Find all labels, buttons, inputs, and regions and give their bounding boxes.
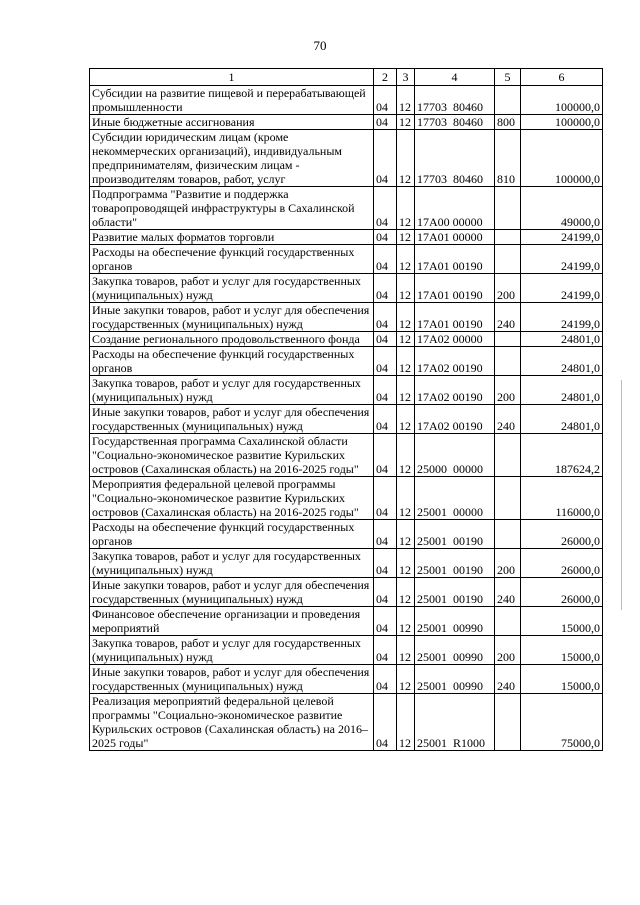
subsection-code-cell: 12 bbox=[397, 477, 415, 520]
table-row bbox=[90, 245, 603, 274]
scan-margin-line bbox=[621, 380, 622, 610]
row-name-cell: Закупка товаров, работ и услуг для государственных (муниципальных) нужд bbox=[90, 274, 374, 303]
amount-cell: 24199,0 bbox=[521, 303, 603, 332]
row-name-cell: Расходы на обеспечение функций государственных органов bbox=[90, 245, 374, 274]
subsection-code-cell: 12 bbox=[397, 245, 415, 274]
row-name-cell: Реализация мероприятий федеральной целевой программы "Социально-экономическое развитие Курильских островов (Сахалинская область) на 2016–2025 годы" bbox=[90, 694, 374, 751]
target-article-cell: 17А01 00000 bbox=[415, 230, 495, 245]
header-row bbox=[90, 69, 603, 86]
table-row bbox=[90, 274, 603, 303]
row-name-cell: Мероприятия федеральной целевой программы "Социально-экономическое развитие Курильских островов (Сахалинская область) на 2016-2025 годы" bbox=[90, 477, 374, 520]
amount-cell: 24801,0 bbox=[521, 332, 603, 347]
row-name-cell: Иные закупки товаров, работ и услуг для обеспечения государственных (муниципальных) нужд bbox=[90, 405, 374, 434]
subsection-code-cell: 12 bbox=[397, 434, 415, 477]
section-code-cell: 04 bbox=[374, 636, 397, 665]
table-row bbox=[90, 130, 603, 187]
section-code-cell: 04 bbox=[374, 245, 397, 274]
target-article-cell: 17А02 00190 bbox=[415, 347, 495, 376]
amount-cell: 24199,0 bbox=[521, 230, 603, 245]
amount-cell: 100000,0 bbox=[521, 115, 603, 130]
subsection-code-cell: 12 bbox=[397, 694, 415, 751]
target-article-cell: 17А02 00190 bbox=[415, 405, 495, 434]
amount-cell: 24801,0 bbox=[521, 376, 603, 405]
amount-cell: 100000,0 bbox=[521, 130, 603, 187]
section-code-cell: 04 bbox=[374, 115, 397, 130]
amount-cell: 75000,0 bbox=[521, 694, 603, 751]
amount-cell: 26000,0 bbox=[521, 578, 603, 607]
target-article-cell: 17703 80460 bbox=[415, 130, 495, 187]
table-row bbox=[90, 520, 603, 549]
target-article-cell: 17А01 00190 bbox=[415, 245, 495, 274]
section-code-cell: 04 bbox=[374, 187, 397, 230]
expense-type-cell bbox=[495, 520, 521, 549]
subsection-code-cell: 12 bbox=[397, 274, 415, 303]
section-code-cell: 04 bbox=[374, 578, 397, 607]
amount-cell: 24199,0 bbox=[521, 245, 603, 274]
expense-type-cell bbox=[495, 694, 521, 751]
expense-type-cell: 200 bbox=[495, 636, 521, 665]
column-header-4: 4 bbox=[415, 69, 495, 86]
row-name-cell: Иные закупки товаров, работ и услуг для обеспечения государственных (муниципальных) нужд bbox=[90, 665, 374, 694]
amount-cell: 15000,0 bbox=[521, 636, 603, 665]
table-row bbox=[90, 332, 603, 347]
expense-type-cell bbox=[495, 245, 521, 274]
section-code-cell: 04 bbox=[374, 405, 397, 434]
section-code-cell: 04 bbox=[374, 607, 397, 636]
section-code-cell: 04 bbox=[374, 347, 397, 376]
amount-cell: 15000,0 bbox=[521, 607, 603, 636]
section-code-cell: 04 bbox=[374, 130, 397, 187]
table-row bbox=[90, 86, 603, 115]
table-row bbox=[90, 578, 603, 607]
row-name-cell: Расходы на обеспечение функций государственных органов bbox=[90, 520, 374, 549]
amount-cell: 15000,0 bbox=[521, 665, 603, 694]
column-header-1: 1 bbox=[90, 69, 374, 86]
target-article-cell: 25001 R1000 bbox=[415, 694, 495, 751]
expense-type-cell: 200 bbox=[495, 274, 521, 303]
row-name-cell: Закупка товаров, работ и услуг для государственных (муниципальных) нужд bbox=[90, 549, 374, 578]
expense-type-cell bbox=[495, 607, 521, 636]
expense-type-cell: 800 bbox=[495, 115, 521, 130]
table-row bbox=[90, 230, 603, 245]
section-code-cell: 04 bbox=[374, 376, 397, 405]
row-name-cell: Расходы на обеспечение функций государственных органов bbox=[90, 347, 374, 376]
subsection-code-cell: 12 bbox=[397, 549, 415, 578]
amount-cell: 26000,0 bbox=[521, 549, 603, 578]
target-article-cell: 25001 00990 bbox=[415, 636, 495, 665]
row-name-cell: Иные закупки товаров, работ и услуг для обеспечения государственных (муниципальных) нужд bbox=[90, 578, 374, 607]
expense-type-cell bbox=[495, 434, 521, 477]
row-name-cell: Субсидии юридическим лицам (кроме некоммерческих организаций), индивидуальным предпринимателям, физическим лицам - производителям товаров, работ, услуг bbox=[90, 130, 374, 187]
table-row bbox=[90, 434, 603, 477]
section-code-cell: 04 bbox=[374, 694, 397, 751]
table-row bbox=[90, 636, 603, 665]
subsection-code-cell: 12 bbox=[397, 187, 415, 230]
column-header-6: 6 bbox=[521, 69, 603, 86]
subsection-code-cell: 12 bbox=[397, 376, 415, 405]
target-article-cell: 17А01 00190 bbox=[415, 274, 495, 303]
amount-cell: 100000,0 bbox=[521, 86, 603, 115]
section-code-cell: 04 bbox=[374, 303, 397, 332]
expense-type-cell: 240 bbox=[495, 578, 521, 607]
table-row bbox=[90, 187, 603, 230]
table-row bbox=[90, 694, 603, 751]
subsection-code-cell: 12 bbox=[397, 636, 415, 665]
column-header-5: 5 bbox=[495, 69, 521, 86]
table-row bbox=[90, 477, 603, 520]
row-name-cell: Закупка товаров, работ и услуг для государственных (муниципальных) нужд bbox=[90, 636, 374, 665]
amount-cell: 24801,0 bbox=[521, 347, 603, 376]
section-code-cell: 04 bbox=[374, 274, 397, 303]
expense-type-cell bbox=[495, 477, 521, 520]
table-row bbox=[90, 115, 603, 130]
row-name-cell: Иные закупки товаров, работ и услуг для обеспечения государственных (муниципальных) нужд bbox=[90, 303, 374, 332]
row-name-cell: Подпрограмма "Развитие и поддержка товаропроводящей инфраструктуры в Сахалинской области" bbox=[90, 187, 374, 230]
table-row bbox=[90, 347, 603, 376]
row-name-cell: Развитие малых форматов торговли bbox=[90, 230, 374, 245]
amount-cell: 187624,2 bbox=[521, 434, 603, 477]
target-article-cell: 25001 00990 bbox=[415, 665, 495, 694]
expense-type-cell: 810 bbox=[495, 130, 521, 187]
target-article-cell: 25001 00190 bbox=[415, 520, 495, 549]
column-header-3: 3 bbox=[397, 69, 415, 86]
subsection-code-cell: 12 bbox=[397, 665, 415, 694]
table-row bbox=[90, 665, 603, 694]
section-code-cell: 04 bbox=[374, 434, 397, 477]
section-code-cell: 04 bbox=[374, 477, 397, 520]
target-article-cell: 17А01 00190 bbox=[415, 303, 495, 332]
amount-cell: 49000,0 bbox=[521, 187, 603, 230]
subsection-code-cell: 12 bbox=[397, 130, 415, 187]
target-article-cell: 25000 00000 bbox=[415, 434, 495, 477]
row-name-cell: Субсидии на развитие пищевой и перерабатывающей промышленности bbox=[90, 86, 374, 115]
subsection-code-cell: 12 bbox=[397, 332, 415, 347]
amount-cell: 116000,0 bbox=[521, 477, 603, 520]
subsection-code-cell: 12 bbox=[397, 230, 415, 245]
target-article-cell: 17703 80460 bbox=[415, 115, 495, 130]
subsection-code-cell: 12 bbox=[397, 86, 415, 115]
target-article-cell: 17А02 00190 bbox=[415, 376, 495, 405]
expense-type-cell: 240 bbox=[495, 665, 521, 694]
target-article-cell: 25001 00190 bbox=[415, 549, 495, 578]
expense-type-cell: 200 bbox=[495, 376, 521, 405]
section-code-cell: 04 bbox=[374, 665, 397, 694]
subsection-code-cell: 12 bbox=[397, 115, 415, 130]
target-article-cell: 25001 00190 bbox=[415, 578, 495, 607]
budget-table bbox=[89, 68, 603, 751]
target-article-cell: 17А02 00000 bbox=[415, 332, 495, 347]
section-code-cell: 04 bbox=[374, 332, 397, 347]
subsection-code-cell: 12 bbox=[397, 347, 415, 376]
section-code-cell: 04 bbox=[374, 86, 397, 115]
amount-cell: 24801,0 bbox=[521, 405, 603, 434]
row-name-cell: Государственная программа Сахалинской области "Социально-экономическое развитие Курильских островов (Сахалинская область) на 2016-2025 годы" bbox=[90, 434, 374, 477]
subsection-code-cell: 12 bbox=[397, 303, 415, 332]
expense-type-cell bbox=[495, 332, 521, 347]
subsection-code-cell: 12 bbox=[397, 607, 415, 636]
expense-type-cell: 240 bbox=[495, 405, 521, 434]
subsection-code-cell: 12 bbox=[397, 520, 415, 549]
row-name-cell: Иные бюджетные ассигнования bbox=[90, 115, 374, 130]
target-article-cell: 25001 00990 bbox=[415, 607, 495, 636]
amount-cell: 26000,0 bbox=[521, 520, 603, 549]
expense-type-cell: 240 bbox=[495, 303, 521, 332]
table-row bbox=[90, 549, 603, 578]
row-name-cell: Закупка товаров, работ и услуг для государственных (муниципальных) нужд bbox=[90, 376, 374, 405]
amount-cell: 24199,0 bbox=[521, 274, 603, 303]
page-number: 70 bbox=[313, 38, 327, 53]
expense-type-cell: 200 bbox=[495, 549, 521, 578]
expense-type-cell bbox=[495, 187, 521, 230]
subsection-code-cell: 12 bbox=[397, 405, 415, 434]
row-name-cell: Создание регионального продовольственного фонда bbox=[90, 332, 374, 347]
expense-type-cell bbox=[495, 86, 521, 115]
table-row bbox=[90, 376, 603, 405]
column-header-2: 2 bbox=[374, 69, 397, 86]
row-name-cell: Финансовое обеспечение организации и проведения мероприятий bbox=[90, 607, 374, 636]
section-code-cell: 04 bbox=[374, 230, 397, 245]
section-code-cell: 04 bbox=[374, 549, 397, 578]
table-row bbox=[90, 303, 603, 332]
target-article-cell: 17703 80460 bbox=[415, 86, 495, 115]
table-row bbox=[90, 405, 603, 434]
section-code-cell: 04 bbox=[374, 520, 397, 549]
target-article-cell: 17А00 00000 bbox=[415, 187, 495, 230]
expense-type-cell bbox=[495, 230, 521, 245]
target-article-cell: 25001 00000 bbox=[415, 477, 495, 520]
subsection-code-cell: 12 bbox=[397, 578, 415, 607]
expense-type-cell bbox=[495, 347, 521, 376]
table-row bbox=[90, 607, 603, 636]
